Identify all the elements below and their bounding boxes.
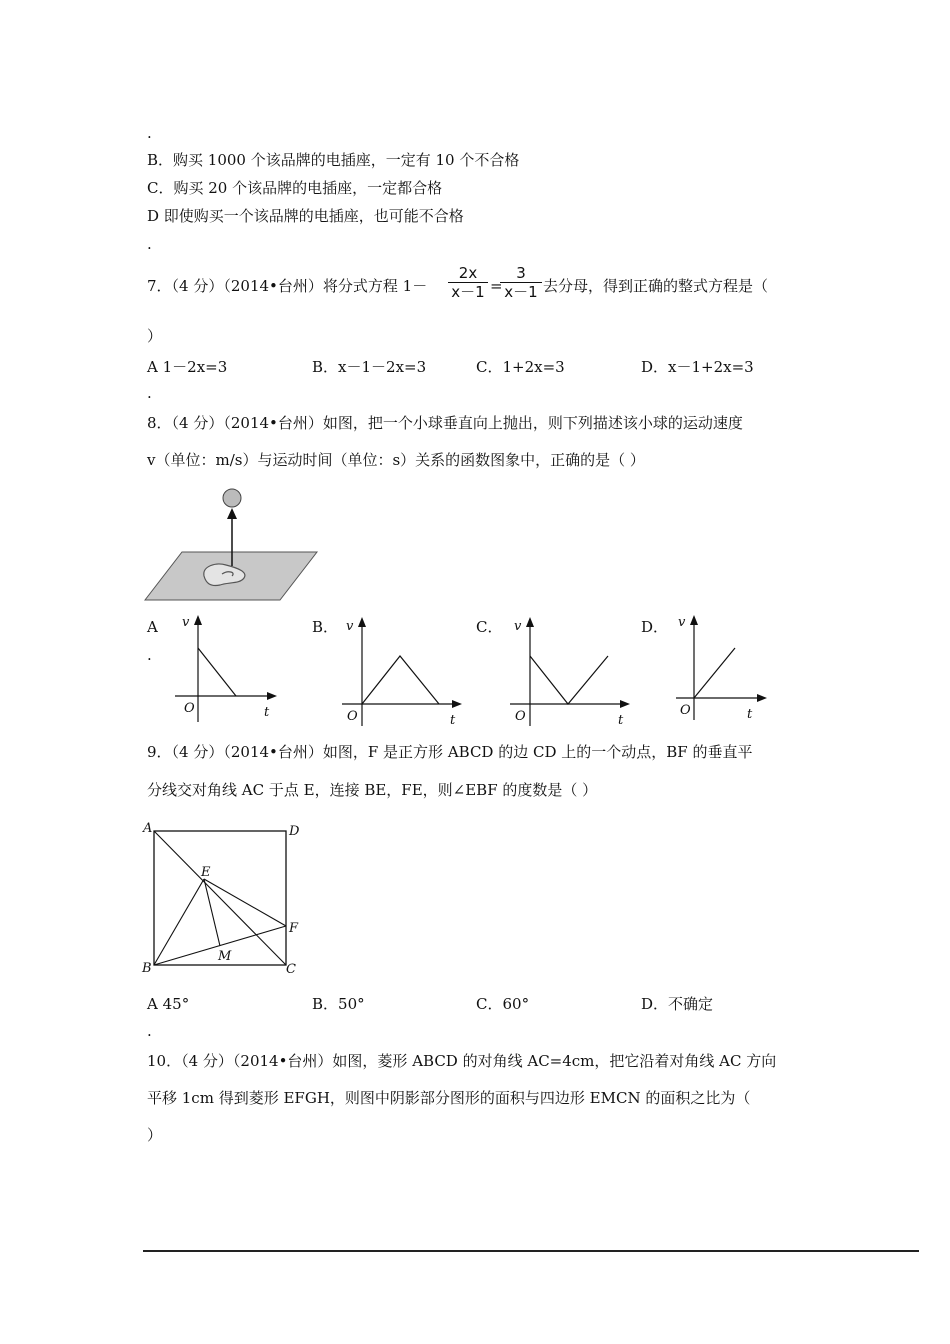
q8-option-b: B． xyxy=(312,618,339,636)
point-m-label: M xyxy=(218,949,232,964)
vertex-d-label: D xyxy=(289,824,300,839)
q7-option-b: B．x－1－2x=3 xyxy=(312,358,427,376)
vertex-b-label: B xyxy=(142,961,152,976)
q8-line-2: v（单位：m/s）与运动时间（单位：s）关系的函数图象中，正确的是（ ） xyxy=(147,451,645,469)
q8-option-c: C． xyxy=(476,618,503,636)
ball xyxy=(223,489,241,507)
q10-line-1: 10．（4 分）（2014•台州）如图，菱形 ABCD 的对角线 AC=4cm，把它沿着对角线 AC 方向 xyxy=(147,1052,777,1070)
q9-option-b: B．50° xyxy=(312,995,365,1013)
q7-equals: = xyxy=(490,277,503,295)
v-label: v xyxy=(678,615,686,630)
q10-line-2: 平移 1cm 得到菱形 EFGH，则图中阴影部分图形的面积与四边形 EMCN 的面积之比为（ xyxy=(147,1089,751,1107)
t-label: t xyxy=(747,707,753,722)
q10-line-3: ） xyxy=(147,1126,163,1144)
q7-option-d: D．x－1+2x=3 xyxy=(641,358,754,376)
q8-option-d: D． xyxy=(641,618,669,636)
q6-option-b: B．购买 1000 个该品牌的电插座，一定有 10 个不合格 xyxy=(147,151,520,169)
origin-label: O xyxy=(347,709,358,724)
vertex-c-label: C xyxy=(286,962,296,977)
vertex-a-label: A xyxy=(143,821,153,836)
graph-c xyxy=(505,612,635,730)
segment-fe xyxy=(204,879,286,926)
q9-option-a: A 45° xyxy=(147,995,190,1013)
q7-fraction-2: $\frac{3}{x-1}$ xyxy=(500,264,542,301)
v-label: v xyxy=(514,619,522,634)
graph-d xyxy=(672,612,772,724)
q9-option-d: D．不确定 xyxy=(641,995,714,1013)
t-label: t xyxy=(264,705,270,720)
origin-label: O xyxy=(515,709,526,724)
q8-option-a: A xyxy=(147,618,158,636)
origin-label: O xyxy=(184,701,195,716)
q9-line-2: 分线交对角线 AC 于点 E，连接 BE，FE，则∠EBF 的度数是（ ） xyxy=(147,781,598,799)
q6-option-c: C．购买 20 个该品牌的电插座，一定都合格 xyxy=(147,179,443,197)
v-label: v xyxy=(346,619,354,634)
square-abcd-figure xyxy=(140,820,310,980)
q9-option-c: C．60° xyxy=(476,995,530,1013)
continuation-dot: . xyxy=(147,235,152,253)
graph-a xyxy=(170,612,280,727)
q7-stem-suffix: 去分母，得到正确的整式方程是（ xyxy=(543,277,769,295)
continuation-dot: . xyxy=(147,124,152,142)
point-f-label: F xyxy=(289,921,299,936)
segment-em xyxy=(204,879,220,946)
graph-line xyxy=(198,648,236,696)
q9-line-1: 9．（4 分）（2014•台州）如图，F 是正方形 ABCD 的边 CD 上的一个动点，BF 的垂直平 xyxy=(147,743,753,761)
q7-stem-close: ） xyxy=(147,327,163,345)
continuation-dot: . xyxy=(147,384,152,402)
q7-option-a: A 1－2x=3 xyxy=(147,358,228,376)
graph-line xyxy=(362,656,439,704)
t-label: t xyxy=(450,713,456,728)
q7-stem-prefix: 7．（4 分）（2014•台州）将分式方程 1－ xyxy=(147,277,428,295)
q6-option-d: D 即使购买一个该品牌的电插座，也可能不合格 xyxy=(147,207,464,225)
q7-fraction-1: $\frac{2x}{x-1}$ xyxy=(448,264,488,301)
arrow-head xyxy=(227,508,237,519)
continuation-dot: . xyxy=(147,646,152,664)
continuation-dot: . xyxy=(147,1022,152,1040)
graph-line xyxy=(694,648,735,698)
point-e-label: E xyxy=(201,865,211,880)
origin-label: O xyxy=(680,703,691,718)
q7-option-c: C．1+2x=3 xyxy=(476,358,565,376)
graph-line xyxy=(530,656,608,704)
footer-rule xyxy=(143,1250,919,1252)
t-label: t xyxy=(618,713,624,728)
graph-b xyxy=(337,612,467,730)
ball-throw-figure xyxy=(144,486,322,604)
q8-line-1: 8．（4 分）（2014•台州）如图，把一个小球垂直向上抛出，则下列描述该小球的运动速度 xyxy=(147,414,743,432)
v-label: v xyxy=(182,615,190,630)
